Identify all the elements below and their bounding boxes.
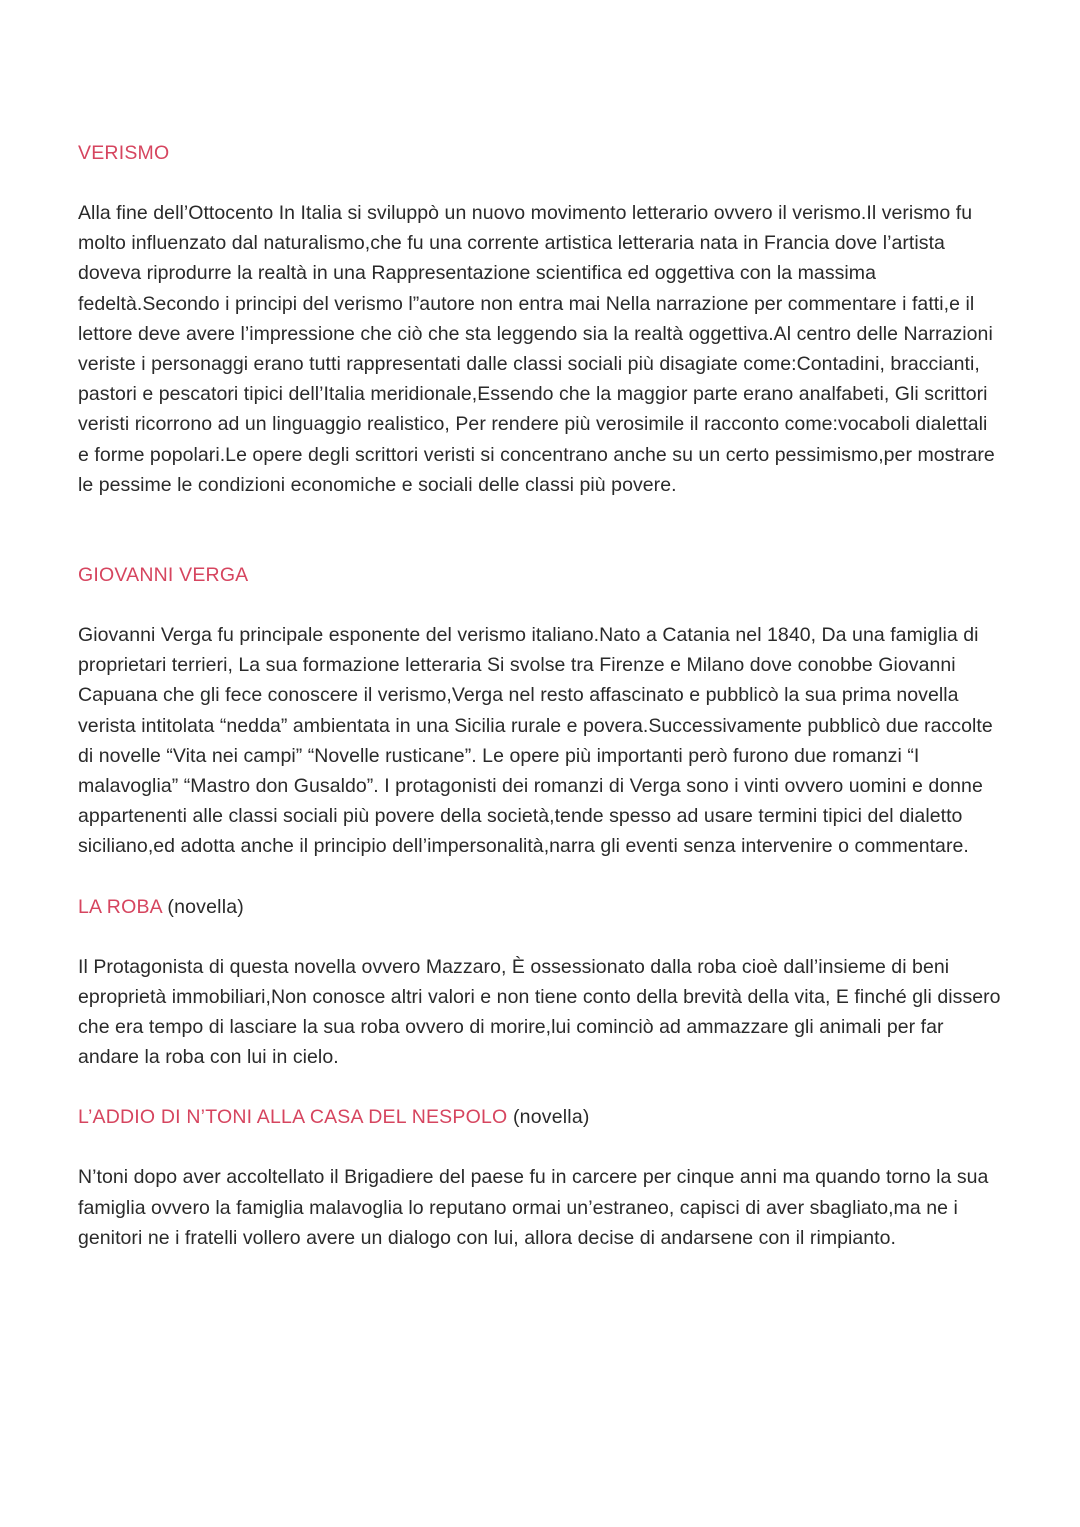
heading-giovanni-verga-text: GIOVANNI VERGA <box>78 564 249 587</box>
heading-verismo <box>78 138 1002 168</box>
heading-addio-ntoni-text: L’ADDIO DI N’TONI ALLA CASA DEL NESPOLO <box>78 1106 508 1129</box>
paragraph-la-roba: Il Protagonista di questa novella ovvero Mazzaro, È ossessionato dalla roba cioè dall’insieme di beni eproprietà immobiliari,Non conosce altri valori e non tiene conto della brevità della vita, E finché gli dissero che era tempo di lasciare la sua roba ovvero di morire,lui cominciò ad ammazzare gli animali per far andare la roba con lui in cielo. <box>78 955 1001 1069</box>
heading-addio-ntoni <box>78 1102 1002 1132</box>
document-page <box>78 138 1002 1253</box>
heading-addio-ntoni-suffix: (novella) <box>507 1106 590 1129</box>
paragraph-giovanni-verga: Giovanni Verga fu principale esponente del verismo italiano.Nato a Catania nel 1840, Da una famiglia di proprietari terrieri, La sua formazione letteraria Si svolse tra Firenze e Milano dove conobbe Giovanni Capuana che gli fece conoscere il verismo,Verga nel resto affascinato e pubblicò la sua prima novella verista intitolata “nedda” ambientata in una Sicilia rurale e povera.Successivamente pubblicò due raccolte di novelle “Vita nei campi” “Novelle rusticane”. Le opere più importanti però furono due romanzi “I malavoglia” “Mastro don Gusaldo”. I protagonisti dei romanzi di Verga sono i vinti ovvero uomini e donne appartenenti alle classi sociali più povere della società,tende spesso ad usare termini tipici del dialetto siciliano,ed adotta anche il principio dell’impersonalità,narra gli eventi senza intervenire o commentare. <box>78 624 993 858</box>
heading-la-roba <box>78 892 1002 922</box>
heading-la-roba-suffix: (novella) <box>161 895 244 918</box>
heading-giovanni-verga <box>78 560 1002 590</box>
paragraph-addio-ntoni: N’toni dopo aver accoltellato il Brigadiere del paese fu in carcere per cinque anni ma quando torno la sua famiglia ovvero la famiglia malavoglia lo reputano ormai un’estraneo, capisci di aver sbagliato,ma ne i genitori ne i fratelli vollero avere un dialogo con lui, allora decise di andarsene con il rimpianto. <box>78 1166 989 1249</box>
heading-la-roba-text: LA ROBA <box>78 895 162 918</box>
paragraph-verismo: Alla fine dell’Ottocento In Italia si sviluppò un nuovo movimento letterario ovvero il verismo.Il verismo fu molto influenzato dal naturalismo,che fu una corrente artistica letteraria nata in Francia dove l’artista doveva riprodurre la realtà in una Rappresentazione scientifica ed oggettiva con la massima fedeltà.Secondo i principi del verismo l”autore non entra mai Nella narrazione per commentare i fatti,e il lettore deve avere l’impressione che ciò che sta leggendo sia la realtà oggettiva.Al centro delle Narrazioni veriste i personaggi erano tutti rappresentati dalle classi sociali più disagiate come:Contadini, braccianti, pastori e pescatori tipici dell’Italia meridionale,Essendo che la maggior parte erano analfabeti, Gli scrittori veristi ricorrono ad un linguaggio realistico, Per rendere più verosimile il racconto come:vocaboli dialettali e forme popolari.Le opere degli scrittori veristi si concentrano anche su un certo pessimismo,per mostrare le pessime le condizioni economiche e sociali delle classi più povere. <box>78 202 995 496</box>
heading-verismo-text: VERISMO <box>78 142 170 164</box>
